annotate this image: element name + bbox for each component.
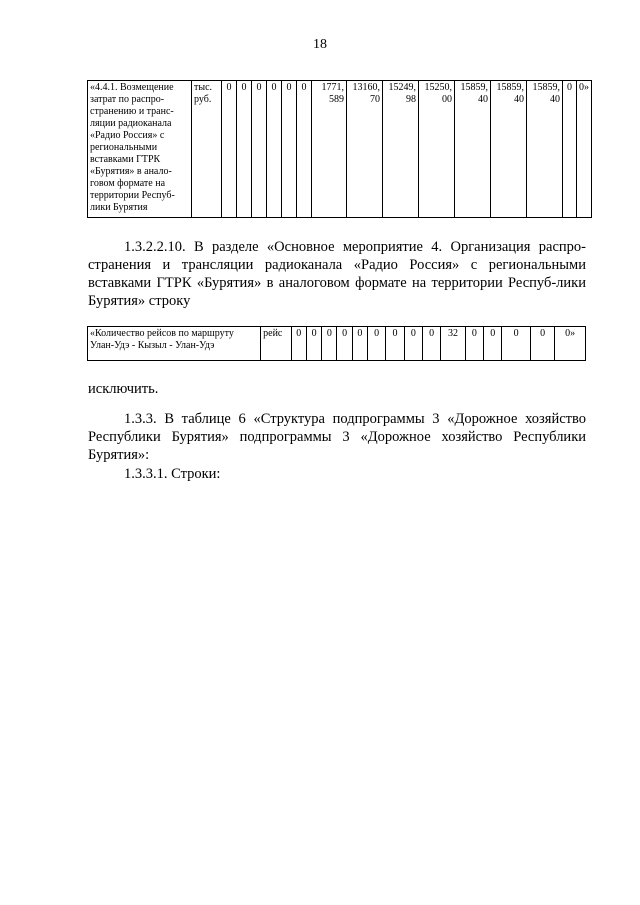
table-cell: 0 — [297, 81, 312, 218]
table-cell: 0 — [267, 81, 282, 218]
table-cell: 0 — [237, 81, 252, 218]
table-cell-unit: тыс. руб. — [192, 81, 222, 218]
table-cell: 15250, 00 — [419, 81, 455, 218]
table-cell: 0 — [337, 327, 352, 361]
table-cell: 0 — [484, 327, 502, 361]
paragraph-1-3-2-2-10: 1.3.2.2.10. В разделе «Основное мероприятие 4. Организация распро-странения и трансляции радиоканала «Радио Россия» с региональными вставками ГТРК «Бурятия» в аналоговом формате на территории Респуб-лики Бурятия» строку — [88, 239, 586, 309]
table-cell: 0 — [386, 327, 404, 361]
paragraph-1-3-3-1: 1.3.3.1. Строки: — [124, 466, 221, 482]
table-flights-count — [87, 326, 586, 361]
table-cell: 1771, 589 — [312, 81, 347, 218]
table-cell: 0 — [352, 327, 367, 361]
table-cell: 0» — [577, 81, 592, 218]
table-cell-unit: рейс — [261, 327, 292, 361]
table-cell: 0 — [306, 327, 321, 361]
paragraph-1-3-3: 1.3.3. В таблице 6 «Структура подпрограммы 3 «Дорожное хозяйство Республики Бурятия» подпрограммы 3 «Дорожное хозяйство Республики Бурятия»: — [88, 411, 586, 463]
table-cell: 13160, 70 — [347, 81, 383, 218]
table-cell: 0 — [222, 81, 237, 218]
table-cell: 0 — [404, 327, 422, 361]
table-event-4-4-1 — [87, 80, 592, 218]
paragraph-exclude: исключить. — [88, 381, 159, 397]
table-cell-description: «4.4.1. Возмещение затрат по распро-странению и транс-ляции радиоканала «Радио Россия» с региональными вставками ГТРК «Бурятия» в анало-говом формате на территории Респуб-лики Бурятия — [88, 81, 192, 218]
table-cell: 15249, 98 — [383, 81, 419, 218]
page-number: 18 — [313, 37, 327, 52]
table-cell: 0 — [282, 81, 297, 218]
table-cell: 32 — [441, 327, 465, 361]
table-cell: 15859, 40 — [455, 81, 491, 218]
table-cell: 0 — [322, 327, 337, 361]
table-cell: 0 — [252, 81, 267, 218]
table-row — [88, 81, 592, 218]
table-cell: 0» — [555, 327, 586, 361]
table-cell: 0 — [291, 327, 306, 361]
table-cell: 0 — [465, 327, 483, 361]
table-cell: 0 — [422, 327, 440, 361]
table-cell: 0 — [502, 327, 531, 361]
table-cell: 15859, 40 — [491, 81, 527, 218]
table-row — [88, 327, 586, 361]
table-cell: 0 — [563, 81, 577, 218]
table-cell: 15859, 40 — [527, 81, 563, 218]
table-cell-description: «Количество рейсов по маршруту Улан-Удэ - Кызыл - Улан-Удэ — [88, 327, 261, 361]
table-cell: 0 — [368, 327, 386, 361]
table-cell: 0 — [530, 327, 554, 361]
